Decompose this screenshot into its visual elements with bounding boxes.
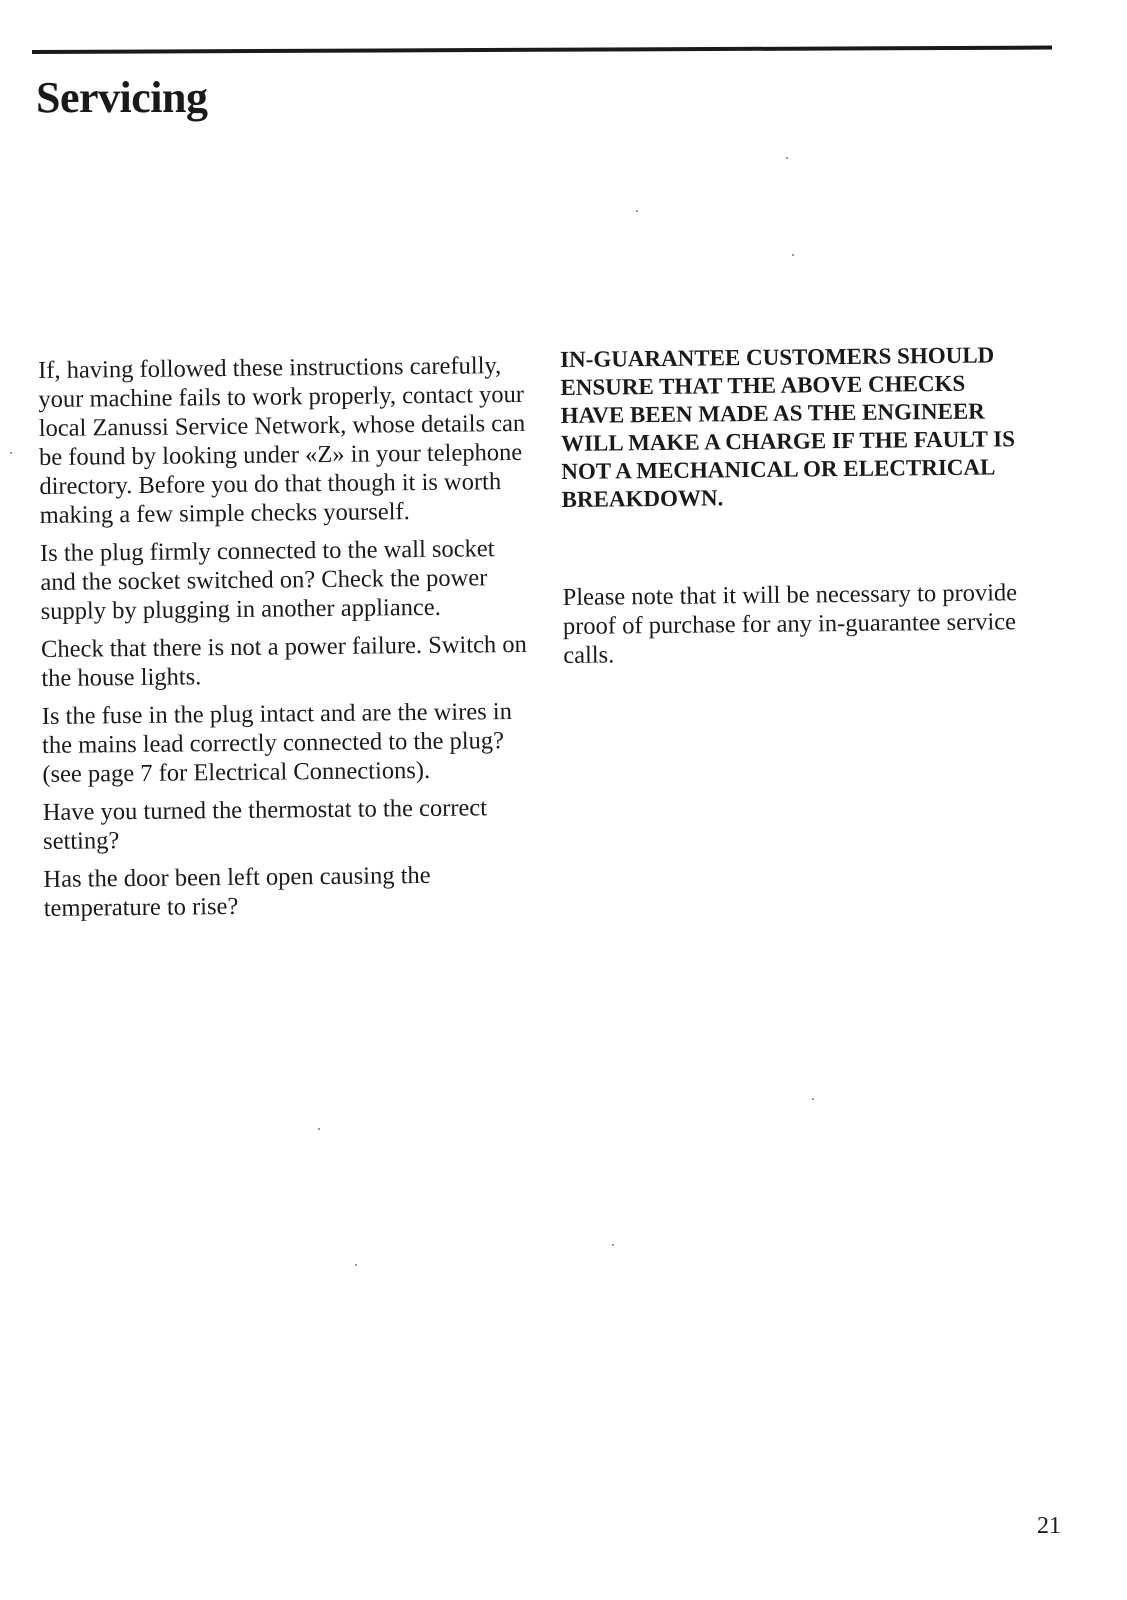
scan-speck bbox=[812, 1098, 814, 1100]
proof-of-purchase-note: Please note that it will be necessary to provide proof of purchase for any in-guarantee service calls. bbox=[562, 579, 1018, 669]
check-door-paragraph: Has the door been left open causing the temperature to rise? bbox=[43, 861, 431, 922]
check-thermostat-paragraph: Have you turned the thermostat to the correct setting? bbox=[42, 794, 488, 855]
check-plug-paragraph: Is the plug firmly connected to the wall socket and the socket switched on? Check the power supply by plugging in another appliance. bbox=[39, 535, 495, 625]
scan-speck bbox=[786, 157, 788, 159]
check-fuse-paragraph: Is the fuse in the plug intact and are the wires in the mains lead correctly connected to the plug? (see page 7 for Electrical Connections). bbox=[41, 698, 513, 788]
scan-speck bbox=[636, 210, 638, 212]
check-power-failure-paragraph: Check that there is not a power failure. Switch on the house lights. bbox=[40, 630, 527, 692]
guarantee-column bbox=[560, 341, 1033, 670]
troubleshooting-column bbox=[38, 351, 534, 932]
intro-paragraph: If, having followed these instructions carefully, your machine fails to work properly, contact your local Zanussi Service Network, whose details can be found by looking under «Z» in your telephone directory. Before you do that though it is worth making a few simple checks yourself. bbox=[38, 352, 526, 529]
scan-speck bbox=[318, 1128, 320, 1130]
page-title: Servicing bbox=[36, 73, 208, 122]
scan-speck bbox=[355, 1264, 357, 1266]
guarantee-notice: IN-GUARANTEE CUSTOMERS SHOULD ENSURE THAT THE ABOVE CHECKS HAVE BEEN MADE AS THE ENGINEER WILL MAKE A CHARGE IF THE FAULT IS NOT A MECHANICAL OR ELECTRICAL BREAKDOWN. bbox=[560, 342, 1016, 512]
page-number: 21 bbox=[1037, 1513, 1061, 1539]
scan-speck bbox=[612, 1244, 614, 1246]
scan-speck bbox=[10, 452, 12, 454]
header-rule bbox=[32, 46, 1052, 54]
scan-speck bbox=[792, 254, 794, 256]
